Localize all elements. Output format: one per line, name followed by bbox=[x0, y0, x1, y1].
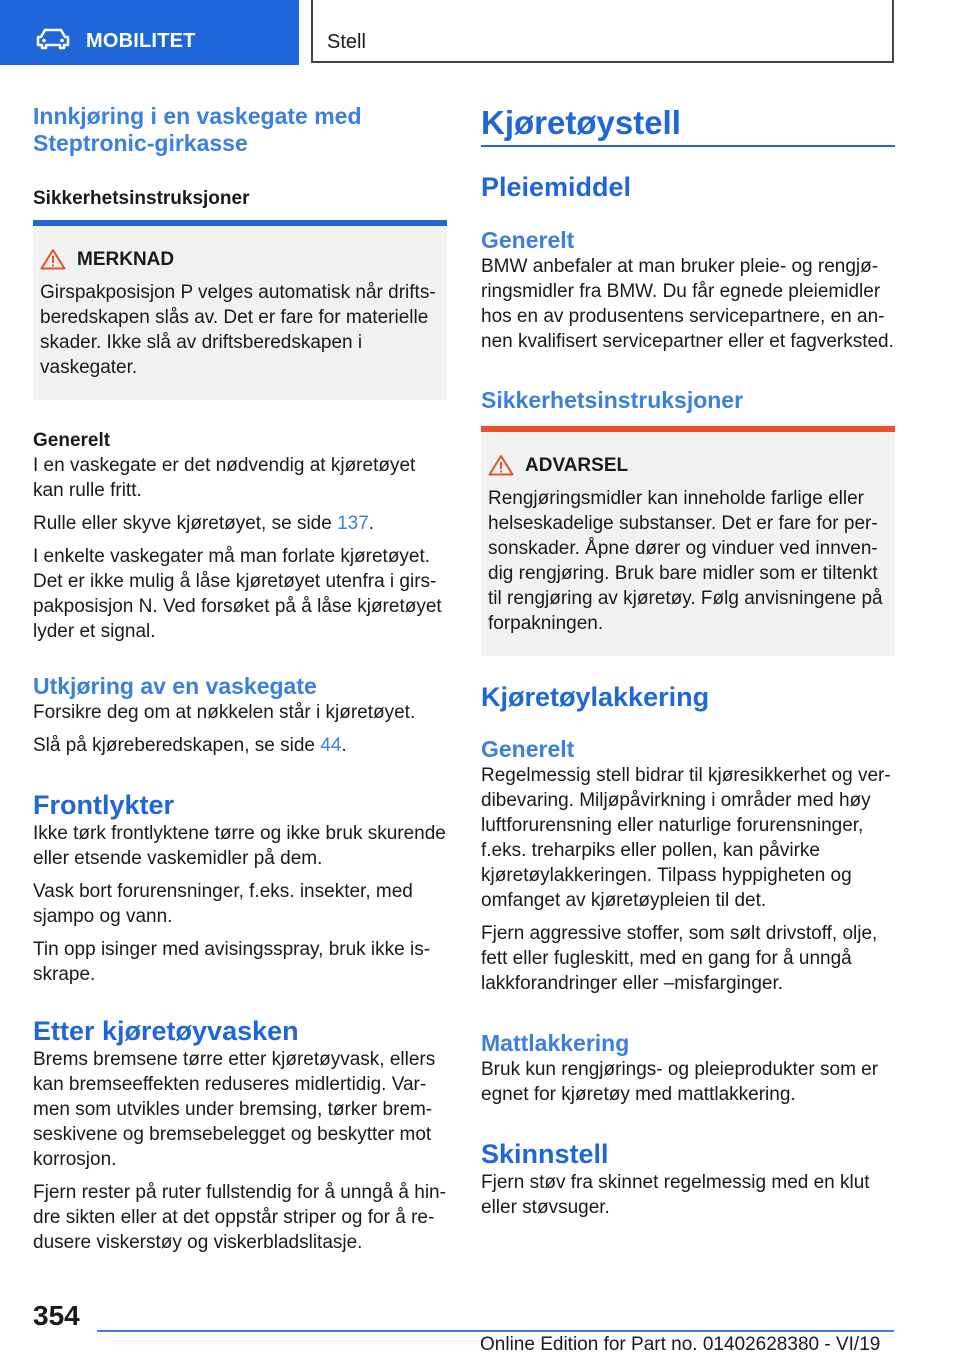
title-rule bbox=[481, 145, 895, 147]
notice-bar bbox=[33, 220, 447, 226]
heading-paint-general: Generelt bbox=[481, 736, 575, 762]
after-paragraph-1: Brems bremsene tørre etter kjøretøyvask, ellers kan bremseeffekten reduseres midlertidig. Varmen som utvikles under bremsing, tørker bremseskivene og bremsebelegget og beskytter mot korrosjon. bbox=[33, 1049, 436, 1170]
general-paragraph-2 bbox=[33, 511, 447, 536]
exit-paragraph-2 bbox=[33, 733, 447, 758]
chapter-title: MOBILITET bbox=[86, 30, 196, 52]
footer-edition: Online Edition for Part no. 01402628380 - VI/19 bbox=[480, 1334, 881, 1355]
heading-headlights: Frontlykter bbox=[33, 790, 175, 820]
footer-rule bbox=[97, 1330, 894, 1332]
headlights-paragraph-1: Ikke tørk frontlyktene tørre og ikke bruk skurende eller etsende vaskemidler på dem. bbox=[33, 823, 446, 869]
heading-care-products: Pleiemiddel bbox=[481, 172, 632, 202]
page-link-137[interactable]: 137 bbox=[337, 513, 369, 534]
heading-matt-paint: Mattlakkering bbox=[481, 1030, 630, 1056]
section-header bbox=[311, 0, 894, 63]
warning-text: Rengjøringsmidler kan inneholde farlige eller helseskadelige substanser. Det er fare for personskader. Åpne dører og vinduer ved innvendig rengjøring. Bruk bare midler som er tiltenkt til rengjøring av kjøretøy. Følg anvisningene på forpakningen. bbox=[488, 488, 883, 634]
leather-paragraph: Fjern støv fra skinnet regelmessig med en klut eller støvsuger. bbox=[481, 1172, 870, 1218]
exit-paragraph-2-text: Slå på kjøreberedskapen, se side bbox=[33, 735, 321, 756]
heading-general: Generelt bbox=[33, 430, 111, 451]
page-number: 354 bbox=[33, 1300, 80, 1331]
warning-box bbox=[481, 426, 895, 656]
page-title: Kjøretøystell bbox=[481, 104, 681, 141]
warning-triangle-icon bbox=[40, 248, 66, 270]
heading-leather-care: Skinnstell bbox=[481, 1139, 609, 1169]
notice-box bbox=[33, 220, 447, 400]
general-paragraph-3: I enkelte vaskegater må man forlate kjøretøyet. Det er ikke mulig å låse kjøretøyet utenfra i girspakposisjon N. Ved forsøket på å låse kjøretøyet lyder et signal. bbox=[33, 546, 442, 642]
heading-after-wash: Etter kjøretøyvasken bbox=[33, 1016, 299, 1046]
notice-label: MERKNAD bbox=[77, 249, 175, 270]
heading-care-general: Generelt bbox=[481, 227, 575, 253]
heading-exit-wash: Utkjøring av en vaskegate bbox=[33, 673, 317, 699]
paint-paragraph-2: Fjern aggressive stoffer, som sølt drivstoff, olje, fett eller fugleskitt, med en gang for å unngå lakkforandringer eller –misfarginger. bbox=[481, 923, 878, 994]
care-general-paragraph: BMW anbefaler at man bruker pleie- og rengjøringsmidler fra BMW. Du får egnede pleiemidler hos en av produsentens servicepartnere, en annen kvalifisert servicepartner eller et fagverksted. bbox=[481, 256, 894, 352]
exit-paragraph-2-end: . bbox=[341, 735, 347, 756]
general-paragraph-2-text: Rulle eller skyve kjøretøyet, se side bbox=[33, 513, 338, 534]
heading-paint: Kjøretøylakkering bbox=[481, 682, 710, 712]
exit-paragraph-1: Forsikre deg om at nøkkelen står i kjøretøyet. bbox=[33, 702, 416, 723]
headlights-paragraph-3: Tin opp isinger med avisingsspray, bruk ikke isskrape. bbox=[33, 939, 431, 985]
warning-triangle-icon bbox=[488, 454, 514, 476]
notice-text: Girspakposisjon P velges automatisk når driftsberedskapen slås av. Det er fare for materielle skader. Ikke slå av driftsberedskapen i vaskegater. bbox=[40, 282, 436, 378]
general-paragraph-2-end: . bbox=[368, 513, 375, 534]
warning-label: ADVARSEL bbox=[525, 455, 629, 476]
page-link-44[interactable]: 44 bbox=[320, 735, 342, 756]
car-icon bbox=[36, 28, 70, 50]
heading-wash-steptronic: Innkjøring i en vaskegate med Steptronic-girkasse bbox=[33, 103, 362, 156]
general-paragraph-1: I en vaskegate er det nødvendig at kjøretøyet kan rulle fritt. bbox=[33, 455, 416, 501]
chapter-tab bbox=[0, 0, 299, 65]
section-title: Stell bbox=[327, 31, 366, 53]
heading-care-safety: Sikkerhetsinstruksjoner bbox=[481, 387, 744, 413]
matt-paragraph: Bruk kun rengjørings- og pleieprodukter som er egnet for kjøretøy med mattlakkering. bbox=[481, 1059, 879, 1105]
headlights-paragraph-2: Vask bort forurensninger, f.eks. insekter, med sjampo og vann. bbox=[33, 881, 413, 927]
heading-safety: Sikkerhetsinstruksjoner bbox=[33, 188, 250, 209]
after-paragraph-2: Fjern rester på ruter fullstendig for å unngå å hindre sikten eller at det oppstår striper og for å redusere viskerstøy og viskerbladslitasje. bbox=[33, 1182, 446, 1253]
warning-bar bbox=[481, 426, 895, 432]
paint-paragraph-1: Regelmessig stell bidrar til kjøresikkerhet og verdibevaring. Miljøpåvirkning i områder med høy luftforurensning eller naturlige forurensninger, f.eks. treharpiks eller pollen, kan påvirke kjøretøylakkeringen. Tilpass hyppigheten og omfanget av kjøretøypleien til det. bbox=[481, 765, 891, 911]
